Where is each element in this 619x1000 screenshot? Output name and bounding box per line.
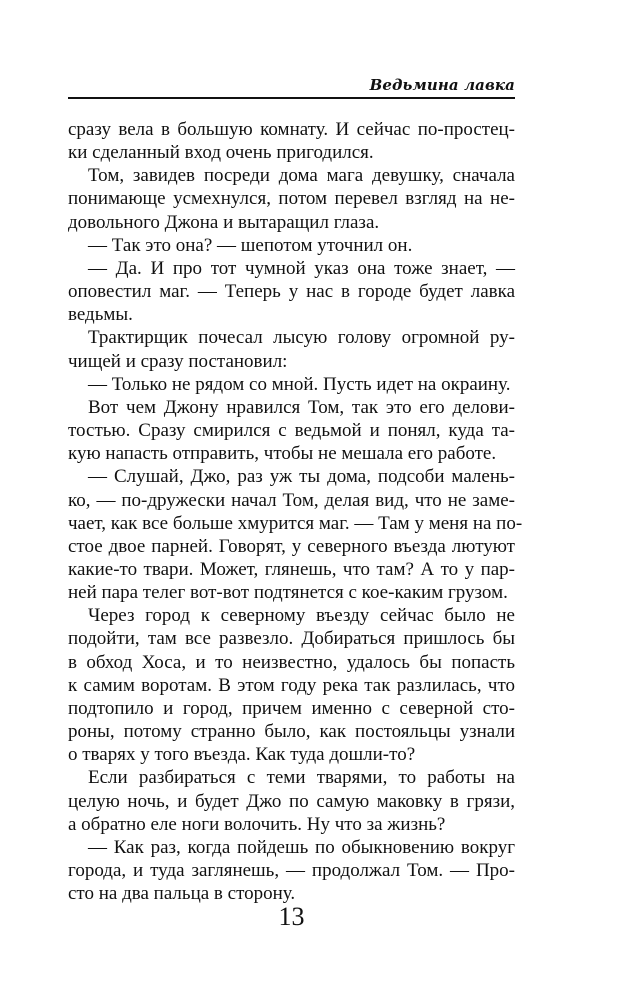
text-line: понимающе усмехнулся, потом перевел взгляд на не- [68,188,515,210]
text-line: кую напасть отправить, чтобы не мешала его работе. [68,443,497,465]
text-line: о тварях у того въезда. Как туда дошли-то? [68,744,416,766]
text-line: — Да. И про тот чумной указ она тоже знает, — [88,257,515,279]
text-line: роны, потому странно было, как постояльцы узнали [68,721,515,743]
text-line: подтопило и город, причем именно с северной сто- [68,697,515,719]
text-line: оповестил маг. — Теперь у нас в городе будет лавка [68,281,515,303]
text-line: — Слушай, Джо, раз уж ты дома, подсоби малень- [88,466,515,488]
text-line: — Только не рядом со мной. Пусть идет на окраину. [88,373,511,395]
body-text [68,118,523,905]
text-line: какие-то твари. Может, глянешь, что там? А то у пар- [68,558,515,580]
text-line: — Как раз, когда пойдешь по обыкновению вокруг [88,836,515,858]
text-line: чает, как все больше хмурится маг. — Там у меня на по- [68,512,523,534]
text-line: ко, — по-дружески начал Том, делая вид, что не заме- [68,489,515,511]
text-line: ки сделанный вход очень пригодился. [68,142,374,164]
text-line: ведьмы. [68,304,133,326]
text-line: Через город к северному въезду сейчас было не [88,605,515,627]
text-line: подойти, там все развезло. Добираться пришлось бы [68,628,515,650]
text-line: — Так это она? — шепотом уточнил он. [88,234,413,256]
text-line: Трактирщик почесал лысую голову огромной ру- [88,327,515,349]
text-line: тостью. Сразу смирился с ведьмой и понял, куда та- [68,420,515,442]
running-title: Ведьмина лавка [369,76,515,94]
text-line: а обратно еле ноги волочить. Ну что за жизнь? [68,813,446,835]
text-line: ней пара телег вот-вот подтянется с кое-каким грузом. [68,582,508,604]
text-line: сразу вела в большую комнату. И сейчас по-простец- [68,119,515,140]
text-line: довольного Джона и вытаращил глаза. [68,211,380,233]
text-line: к самим воротам. В этом году река так разлилась, что [68,674,515,696]
text-line: города, и туда заглянешь, — продолжал Том. — Про- [68,860,515,881]
text-line: Том, завидев посреди дома мага девушку, сначала [88,165,515,187]
page-number: 13 [278,902,305,931]
text-line: Вот чем Джону нравился Том, так это его делови- [88,396,515,418]
text-line: целую ночь, и будет Джо по самую маковку в грязи, [68,790,515,812]
text-line: в обход Хоса, и то неизвестно, удалось бы попасть [68,651,515,673]
text-line: сто на два пальца в сторону. [68,883,296,905]
header-rule [68,97,515,99]
text-line: чищей и сразу постановил: [68,350,288,372]
text-line: стое двое парней. Говорят, у северного въезда лютуют [68,535,515,557]
text-line: Если разбираться с теми тварями, то работы на [88,767,515,789]
